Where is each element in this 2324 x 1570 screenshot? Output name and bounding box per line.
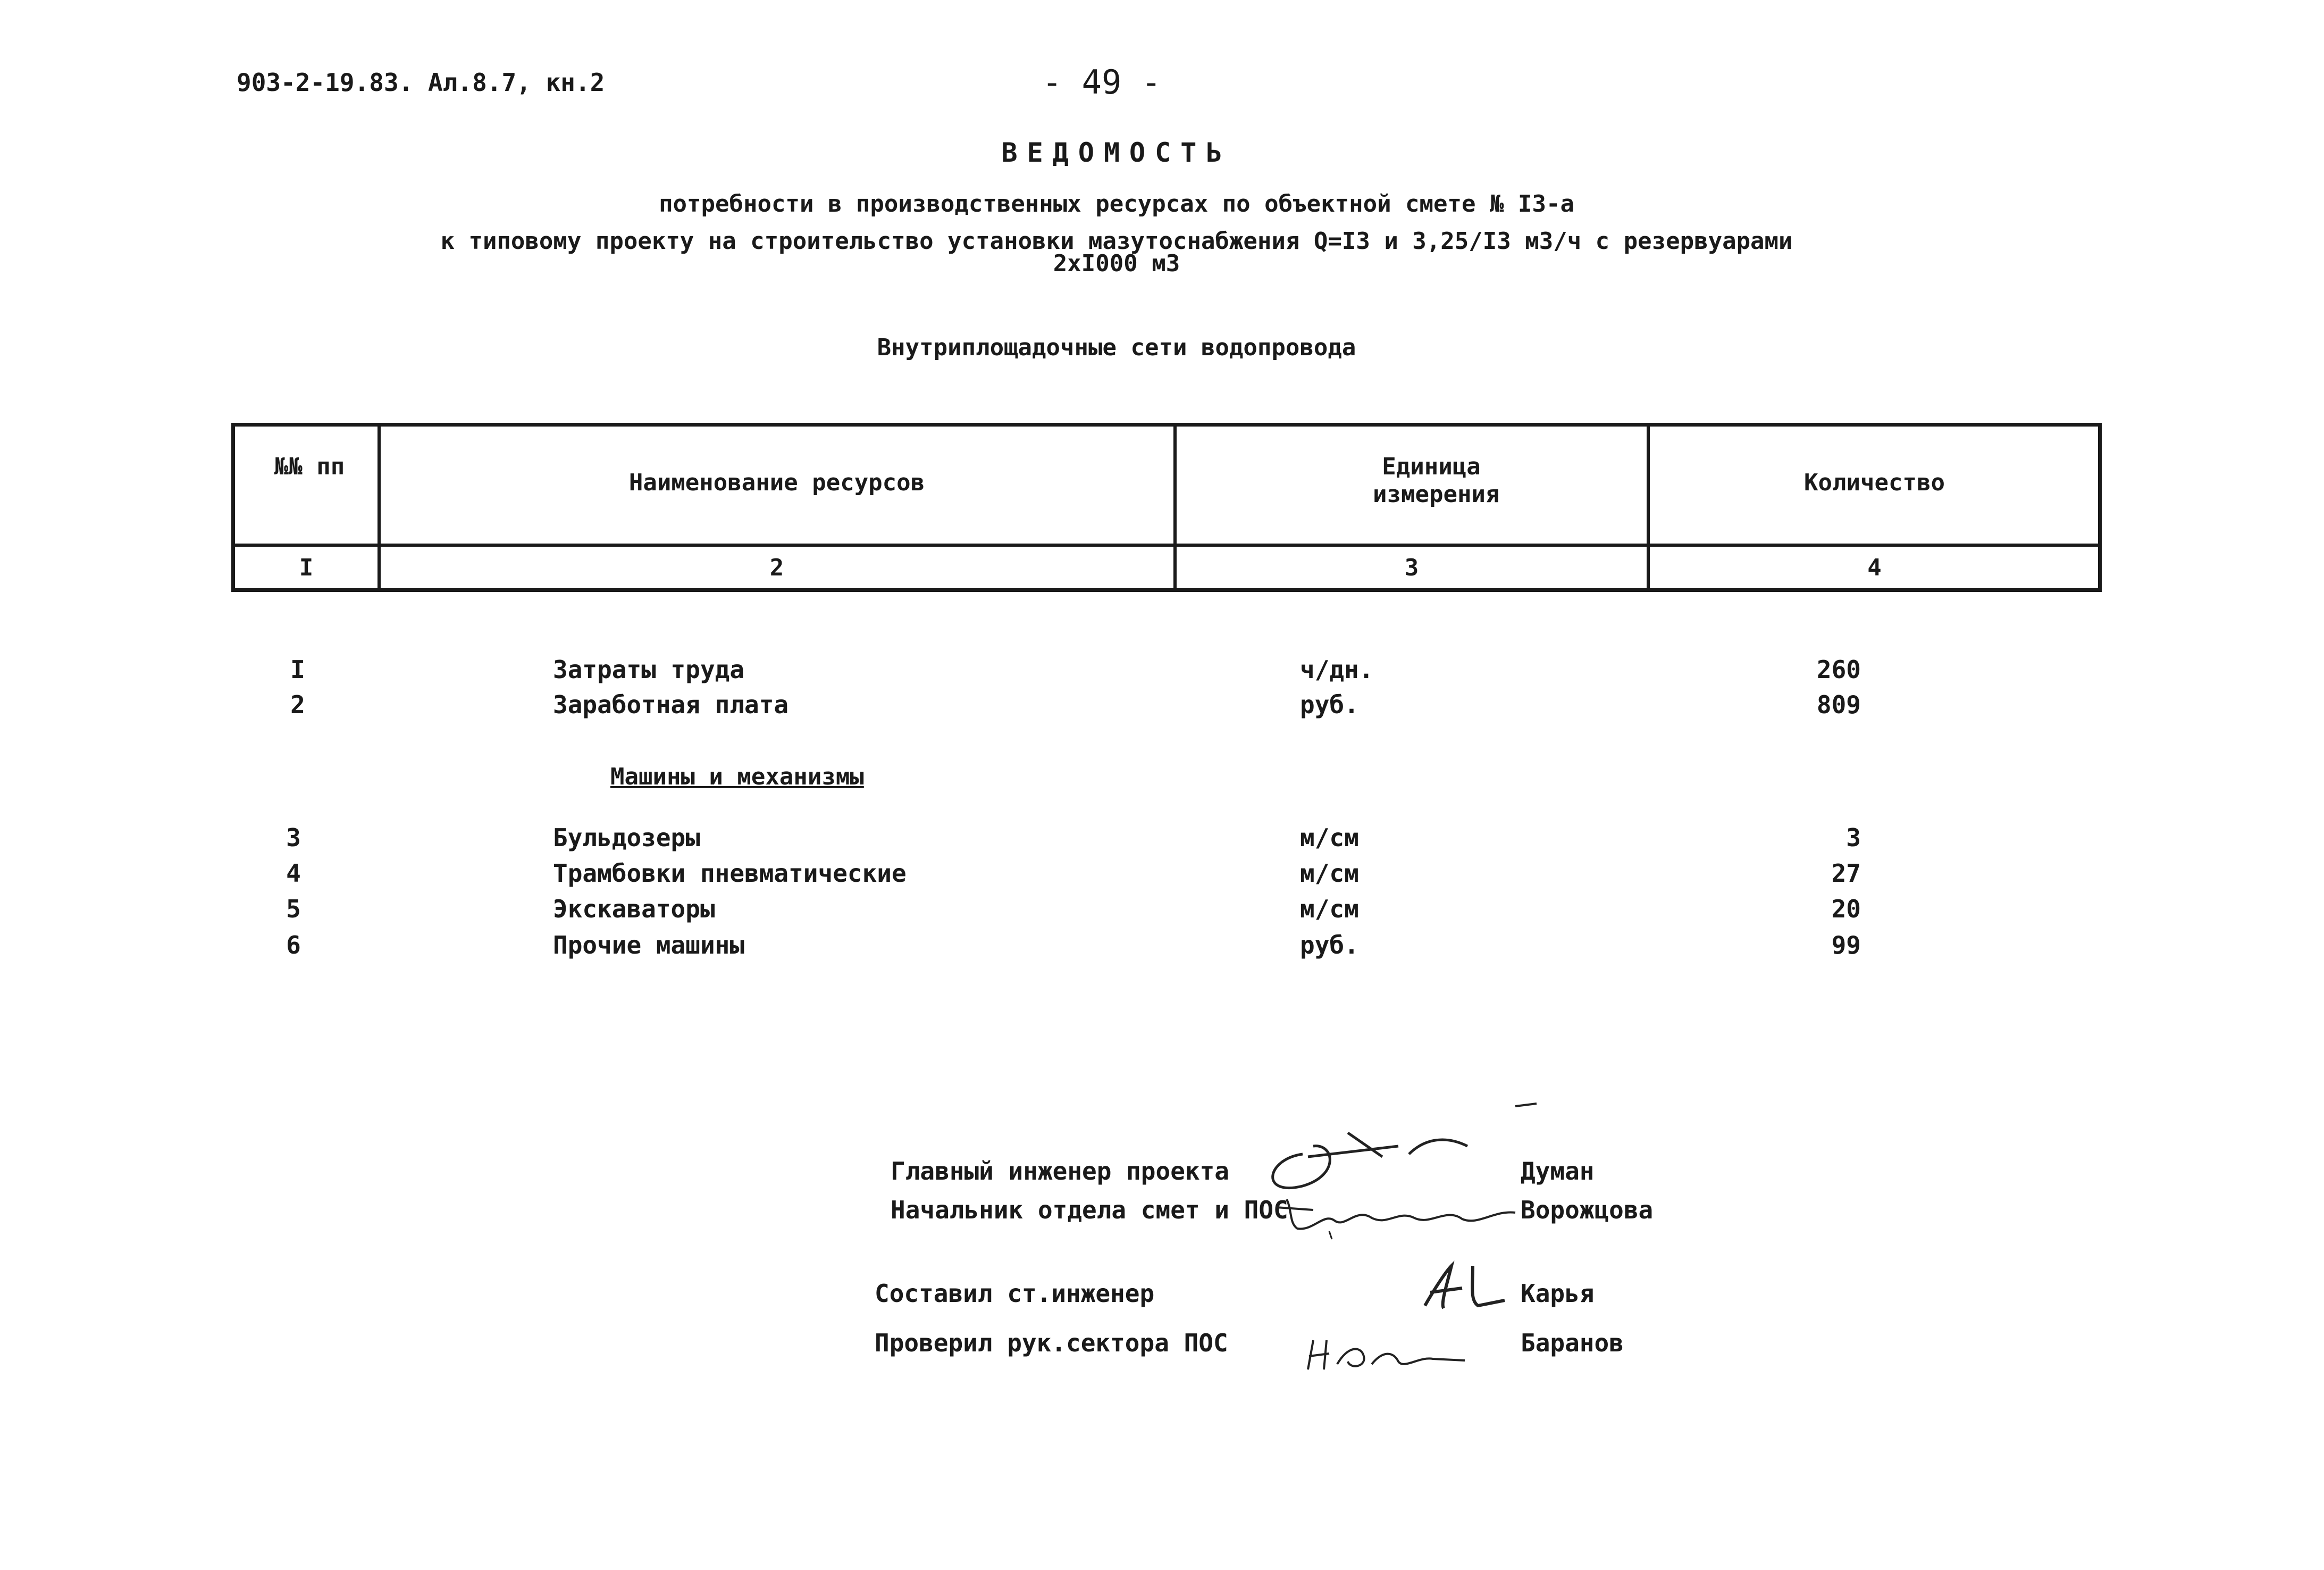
row-2-name: Заработная плата [553, 690, 789, 719]
subtitle-line-1: потребности в производственных ресурсах по объектной смете № I3-а [659, 190, 1574, 218]
row-1-qty: 260 [1816, 655, 1861, 684]
subtitle-line-3: 2хI000 м3 [1053, 250, 1180, 277]
row-3-unit: м/см [1300, 823, 1359, 852]
row-5-unit: м/см [1300, 895, 1359, 923]
column-number-4: 4 [1867, 554, 1882, 581]
row-3-name: Бульдозеры [553, 823, 700, 852]
handwritten-signature-dept-head [1265, 1181, 1542, 1245]
row-4-num: 4 [286, 859, 301, 888]
header-num: №№ пп [274, 453, 345, 480]
row-5-num: 5 [286, 895, 301, 923]
row-5-qty: 20 [1831, 895, 1861, 923]
document-title: ВЕДОМОСТЬ [1001, 137, 1232, 168]
row-6-unit: руб. [1300, 931, 1359, 959]
section-title: Внутриплощадочные сети водопровода [877, 334, 1356, 361]
row-2-num: 2 [290, 690, 305, 719]
row-4-name: Трамбовки пневматические [553, 859, 907, 888]
row-5-name: Экскаваторы [553, 895, 715, 923]
signature-role-compiler: Составил ст.инженер [875, 1279, 1155, 1308]
row-2-unit: руб. [1300, 690, 1359, 719]
resource-table-header [231, 423, 2102, 592]
row-3-num: 3 [286, 823, 301, 852]
handwritten-signature-checker [1297, 1319, 1478, 1383]
signature-role-department-head: Начальник отдела смет и ПОС [891, 1196, 1288, 1224]
row-6-num: 6 [286, 931, 301, 959]
header-qty: Количество [1804, 469, 1945, 496]
signature-role-chief-engineer: Главный инженер проекта [891, 1157, 1229, 1185]
signature-name-department-head: Ворожцова [1521, 1196, 1654, 1224]
row-1-name: Затраты труда [553, 655, 745, 684]
header-unit: Единица измерения [1373, 453, 1500, 508]
document-code: 903-2-19.83. Ал.8.7, кн.2 [237, 68, 605, 97]
machines-subheading: Машины и механизмы [610, 763, 864, 790]
table-divider [235, 544, 2098, 547]
page-number: - 49 - [1042, 63, 1161, 102]
row-4-unit: м/см [1300, 859, 1359, 888]
column-number-3: 3 [1404, 554, 1419, 581]
row-1-num: I [290, 655, 305, 684]
row-6-name: Прочие машины [553, 931, 745, 959]
signature-name-compiler: Карья [1521, 1279, 1595, 1308]
column-number-2: 2 [769, 554, 784, 581]
signature-name-chief-engineer: Думан [1521, 1157, 1595, 1185]
row-4-qty: 27 [1831, 859, 1861, 888]
signature-role-checker: Проверил рук.сектора ПОС [875, 1329, 1228, 1357]
column-number-1: I [299, 554, 314, 581]
handwritten-signature-compiler [1414, 1255, 1521, 1319]
row-1-unit: ч/дн. [1300, 655, 1374, 684]
header-name: Наименование ресурсов [628, 469, 925, 496]
row-6-qty: 99 [1831, 931, 1861, 959]
signature-name-checker: Баранов [1521, 1329, 1624, 1357]
subtitle-line-2: к типовому проекту на строительство установки мазутоснабжения Q=I3 и 3,25/I3 м3/ч с резервуарами [440, 228, 1793, 255]
row-2-qty: 809 [1816, 690, 1861, 719]
row-3-qty: 3 [1846, 823, 1861, 852]
